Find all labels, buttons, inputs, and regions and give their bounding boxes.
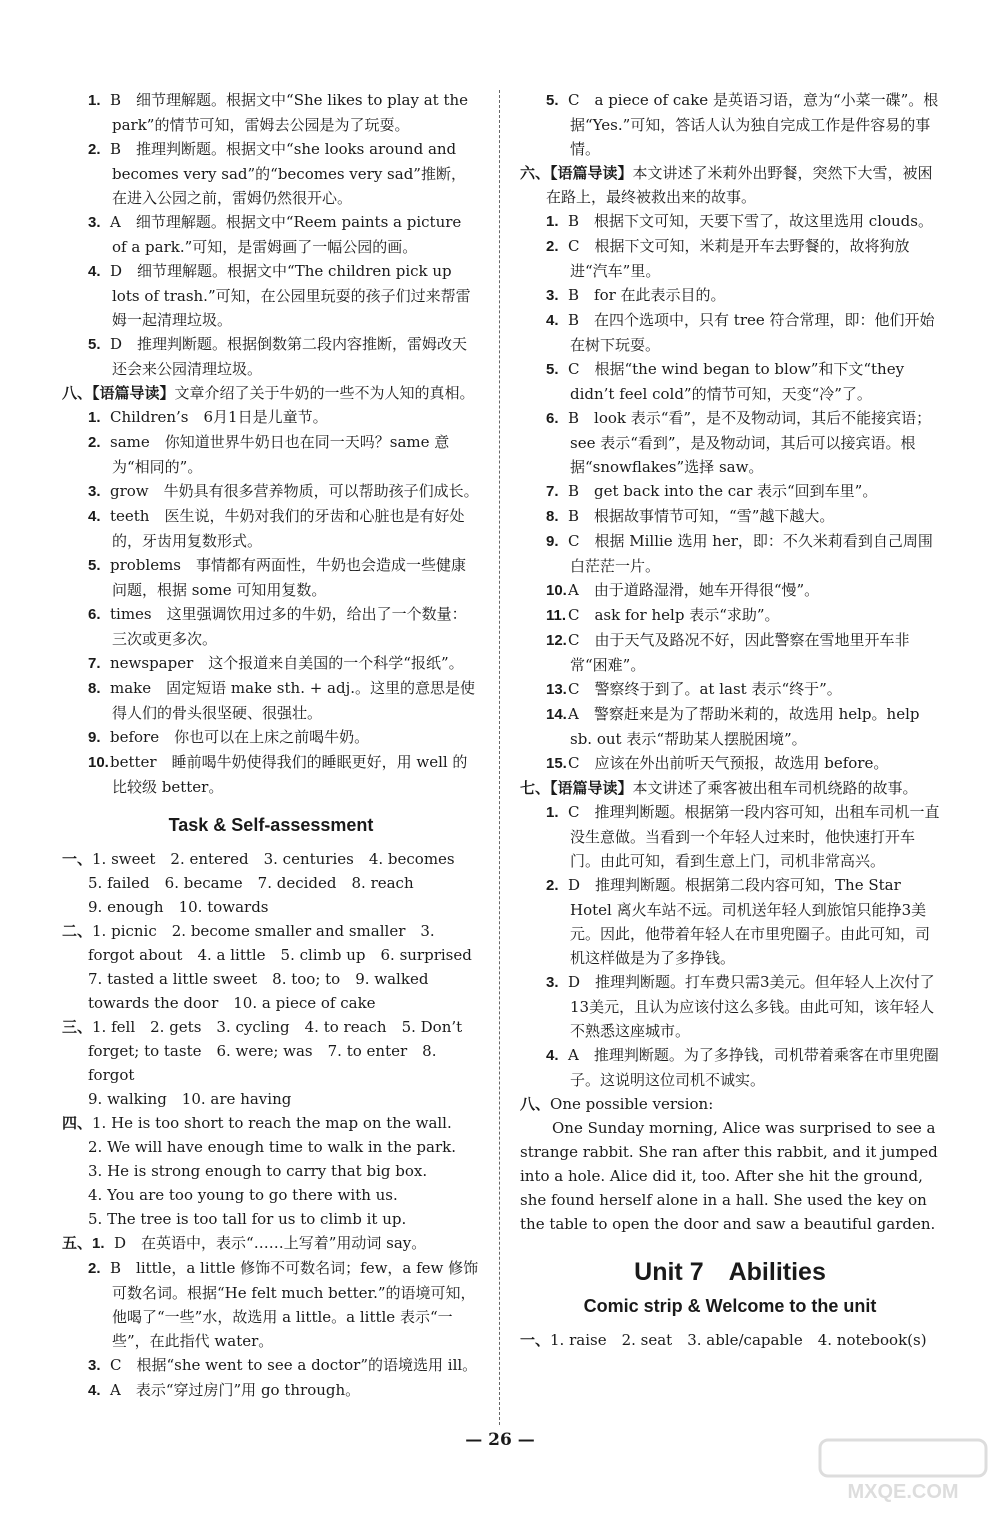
section-7-heading: 七、【语篇导读】本文讲述了乘客被出租车司机绕路的故事。 [520,779,918,797]
answer-item: 9. before 你也可以在上床之前喝牛奶。 [88,728,370,746]
answer-item: 7. newspaper 这个报道来自美国的一个科学“报纸”。 [88,654,464,672]
section-8-writing-heading: 八、One possible version: [520,1095,714,1113]
answer-item: 3. C 根据“she went to see a doctor”的语境选用 ill。 [88,1356,478,1374]
task-line: 一、1. sweet 2. entered 3. centuries 4. becomes [62,850,455,868]
task-line: 四、1. He is too short to reach the map on the wall. [62,1114,452,1132]
answer-item: 5. D 推理判断题。根据倒数第二段内容推断，雷姆改天还会来公园清理垃圾。 [88,335,468,378]
task-line: 5. The tree is too tall for us to climb it up. [88,1210,407,1228]
answer-item: 8. make 固定短语 make sth. + adj.。这里的意思是使得人们的骨头很坚硬、很强壮。 [88,679,476,722]
task-section-1 [62,847,480,919]
answer-item: 10.A 由于道路湿滑，她车开得很“慢”。 [546,581,820,599]
answer-item: 12.C 由于天气及路况不好，因此警察在雪地里开车非常“困难”。 [546,631,910,674]
task-line: 4. You are too young to go there with us. [88,1186,398,1204]
answer-item: 1. C 推理判断题。根据第一段内容可知，出租车司机一直没生意做。当看到一个年轻人过来时，他快速打开车门。由此可知，看到生意上门，司机非常高兴。 [546,803,940,870]
answer-item: 7. B get back into the car 表示“回到车里”。 [546,482,878,500]
answer-item: 8. B 根据故事情节可知，“雪”越下越大。 [546,507,835,525]
task-line: 3. He is strong enough to carry that big box. [88,1162,428,1180]
right-column [520,88,940,1352]
model-essay: One Sunday morning, Alice was surprised to see a strange rabbit. She ran after this rabbit, and it jumped into a hole. Alice did it, too. After she hit the ground, she found herself alone in a hall. She used the key on the table to open the door and saw a beautiful garden. [520,1119,938,1233]
answer-item: 4. A 表示“穿过房门”用 go through。 [88,1381,361,1399]
unit-title: Unit 7 Abilities [634,1258,826,1286]
answer-item: 5. C 根据“the wind began to blow”和下文“they didn’t feel cold”的情节可知，天变“冷”了。 [546,360,905,403]
answer-item: 3. D 推理判断题。打车费只需3美元。但年轻人上次付了13美元，且认为应该付这么多钱。由此可知，该年轻人不熟悉这座城市。 [546,973,935,1040]
watermark-logo [818,1438,988,1504]
answer-item: 3. B for 在此表示目的。 [546,286,726,304]
answer-item: 5. C a piece of cake 是英语习语，意为“小菜一碟”。根据“Yes.”可知，答话人认为独自完成工作是件容易的事情。 [546,91,939,158]
answer-item: 2. D 推理判断题。根据第二段内容可知，The Star Hotel 离火车站不远。司机送年轻人到旅馆只能挣3美元。因此，他带着年轻人在市里兜圈子。由此可知，司机这样做是为了多挣钱。 [546,876,931,967]
task-line: 5. failed 6. became 7. decided 8. reach [88,874,414,892]
left-column [62,88,480,1403]
answer-item: 3. A 细节理解题。根据文中“Reem paints a picture of a park.”可知，是雷姆画了一幅公园的画。 [88,213,462,256]
answer-item: 1. Children’s 6月1日是儿童节。 [88,408,328,426]
answer-item: 13.C 警察终于到了。at last 表示“终于”。 [546,680,842,698]
answer-item: 10.better 睡前喝牛奶使得我们的睡眠更好，用 well 的比较级 better。 [88,753,468,796]
task-section-4 [62,1111,480,1231]
answer-item: 2. same 你知道世界牛奶日也在同一天吗？same 意为“相同的”。 [88,433,450,476]
answer-item: 4. D 细节理解题。根据文中“The children pick up lots of trash.”可知，在公园里玩耍的孩子们过来帮雷姆一起清理垃圾。 [88,262,471,329]
q7-answers [62,88,480,381]
task-section-3 [62,1015,480,1111]
answer-item: 2. C 根据下文可知，米莉是开车去野餐的，故将狗放进“汽车”里。 [546,237,910,280]
answer-item: 9. C 根据 Millie 选用 her，即：不久米莉看到自己周围白茫茫一片。 [546,532,933,575]
answer-item: 5. problems 事情都有两面性，牛奶也会造成一些健康问题，根据 some 可知用复数。 [88,556,467,599]
section-8-heading: 八、【语篇导读】文章介绍了关于牛奶的一些不为人知的真相。 [62,384,475,402]
answer-item: 4. teeth 医生说，牛奶对我们的牙齿和心脏也是有好处的，牙齿用复数形式。 [88,507,465,550]
task-section-5 [62,1231,480,1403]
section-8-answers [62,405,480,799]
answer-item: 4. A 推理判断题。为了多挣钱，司机带着乘客在市里兜圈子。这说明这位司机不诚实。 [546,1046,939,1089]
answer-item: 1. B 细节理解题。根据文中“She likes to play at the park”的情节可知，雷姆去公园是为了玩耍。 [88,91,469,134]
answer-item: 3. grow 牛奶具有很多营养物质，可以帮助孩子们成长。 [88,482,479,500]
section-6-answers [520,209,940,776]
unit-section-1: 一、1. raise 2. seat 3. able/capable 4. notebook(s) [520,1331,927,1349]
task-line: 三、1. fell 2. gets 3. cycling 4. to reach 5. Don’t forget; to taste 6. were; was 7. to enter 8. forgot [62,1018,463,1084]
section-5-first: 五、1. D 在英语中，表示“……上写着”用动词 say。 [62,1234,427,1252]
task-line: 2. We will have enough time to walk in the park. [88,1138,456,1156]
task-line: 二、1. picnic 2. become smaller and smaller 3. forgot about 4. a little 5. climb up 6. surprised [62,922,472,964]
column-divider [499,90,501,1425]
answer-item: 14.A 警察赶来是为了帮助米莉的，故选用 help。help sb. out 表示“帮助某人摆脱困境”。 [546,705,920,748]
page-number: — 26 — [465,1430,535,1450]
task-line: 9. walking 10. are having [88,1090,292,1108]
watermark-text: MXQE.COM [847,1481,959,1503]
answer-item: 4. B 在四个选项中，只有 tree 符合常理，即：他们开始在树下玩耍。 [546,311,935,354]
section-6-heading: 六、【语篇导读】本文讲述了米莉外出野餐，突然下大雪，被困在路上，最终被救出来的故事。 [520,164,933,206]
answer-item: 2. B 推理判断题。根据文中“she looks around and becomes very sad”的“becomes very sad”推断，在进入公园之前，雷姆仍然很开心。 [88,140,466,207]
answer-item: 2. B little，a little 修饰不可数名词；few，a few 修饰可数名词。根据“He felt much better.”的语境可知，他喝了“一些”水，故选用 a little。a little 表示“一些”，在此指代 water。 [88,1259,479,1350]
task-section-2 [62,919,480,1015]
section-7-answers [520,800,940,1092]
task-line: 9. enough 10. towards [88,898,269,916]
answer-item: 11. C ask for help 表示“求助”。 [546,606,780,624]
answer-item: 6. B look 表示“看”，是不及物动词，其后不能接宾语；see 表示“看到”，是及物动词，其后可以接宾语。根据“snowflakes”选择 saw。 [546,409,932,476]
answer-item: 1. B 根据下文可知，天要下雪了，故这里选用 clouds。 [546,212,933,230]
task-section-title: Task & Self-assessment [168,815,374,835]
task-line: 7. tasted a little sweet 8. too; to 9. walked towards the door 10. a piece of cake [88,970,429,1012]
answer-item: 6. times 这里强调饮用过多的牛奶，给出了一个数量：三次或更多次。 [88,605,467,648]
answer-item: 15.C 应该在外出前听天气预报，故选用 before。 [546,754,889,772]
watermark-frame [820,1440,986,1476]
unit-subtitle: Comic strip & Welcome to the unit [583,1296,877,1316]
